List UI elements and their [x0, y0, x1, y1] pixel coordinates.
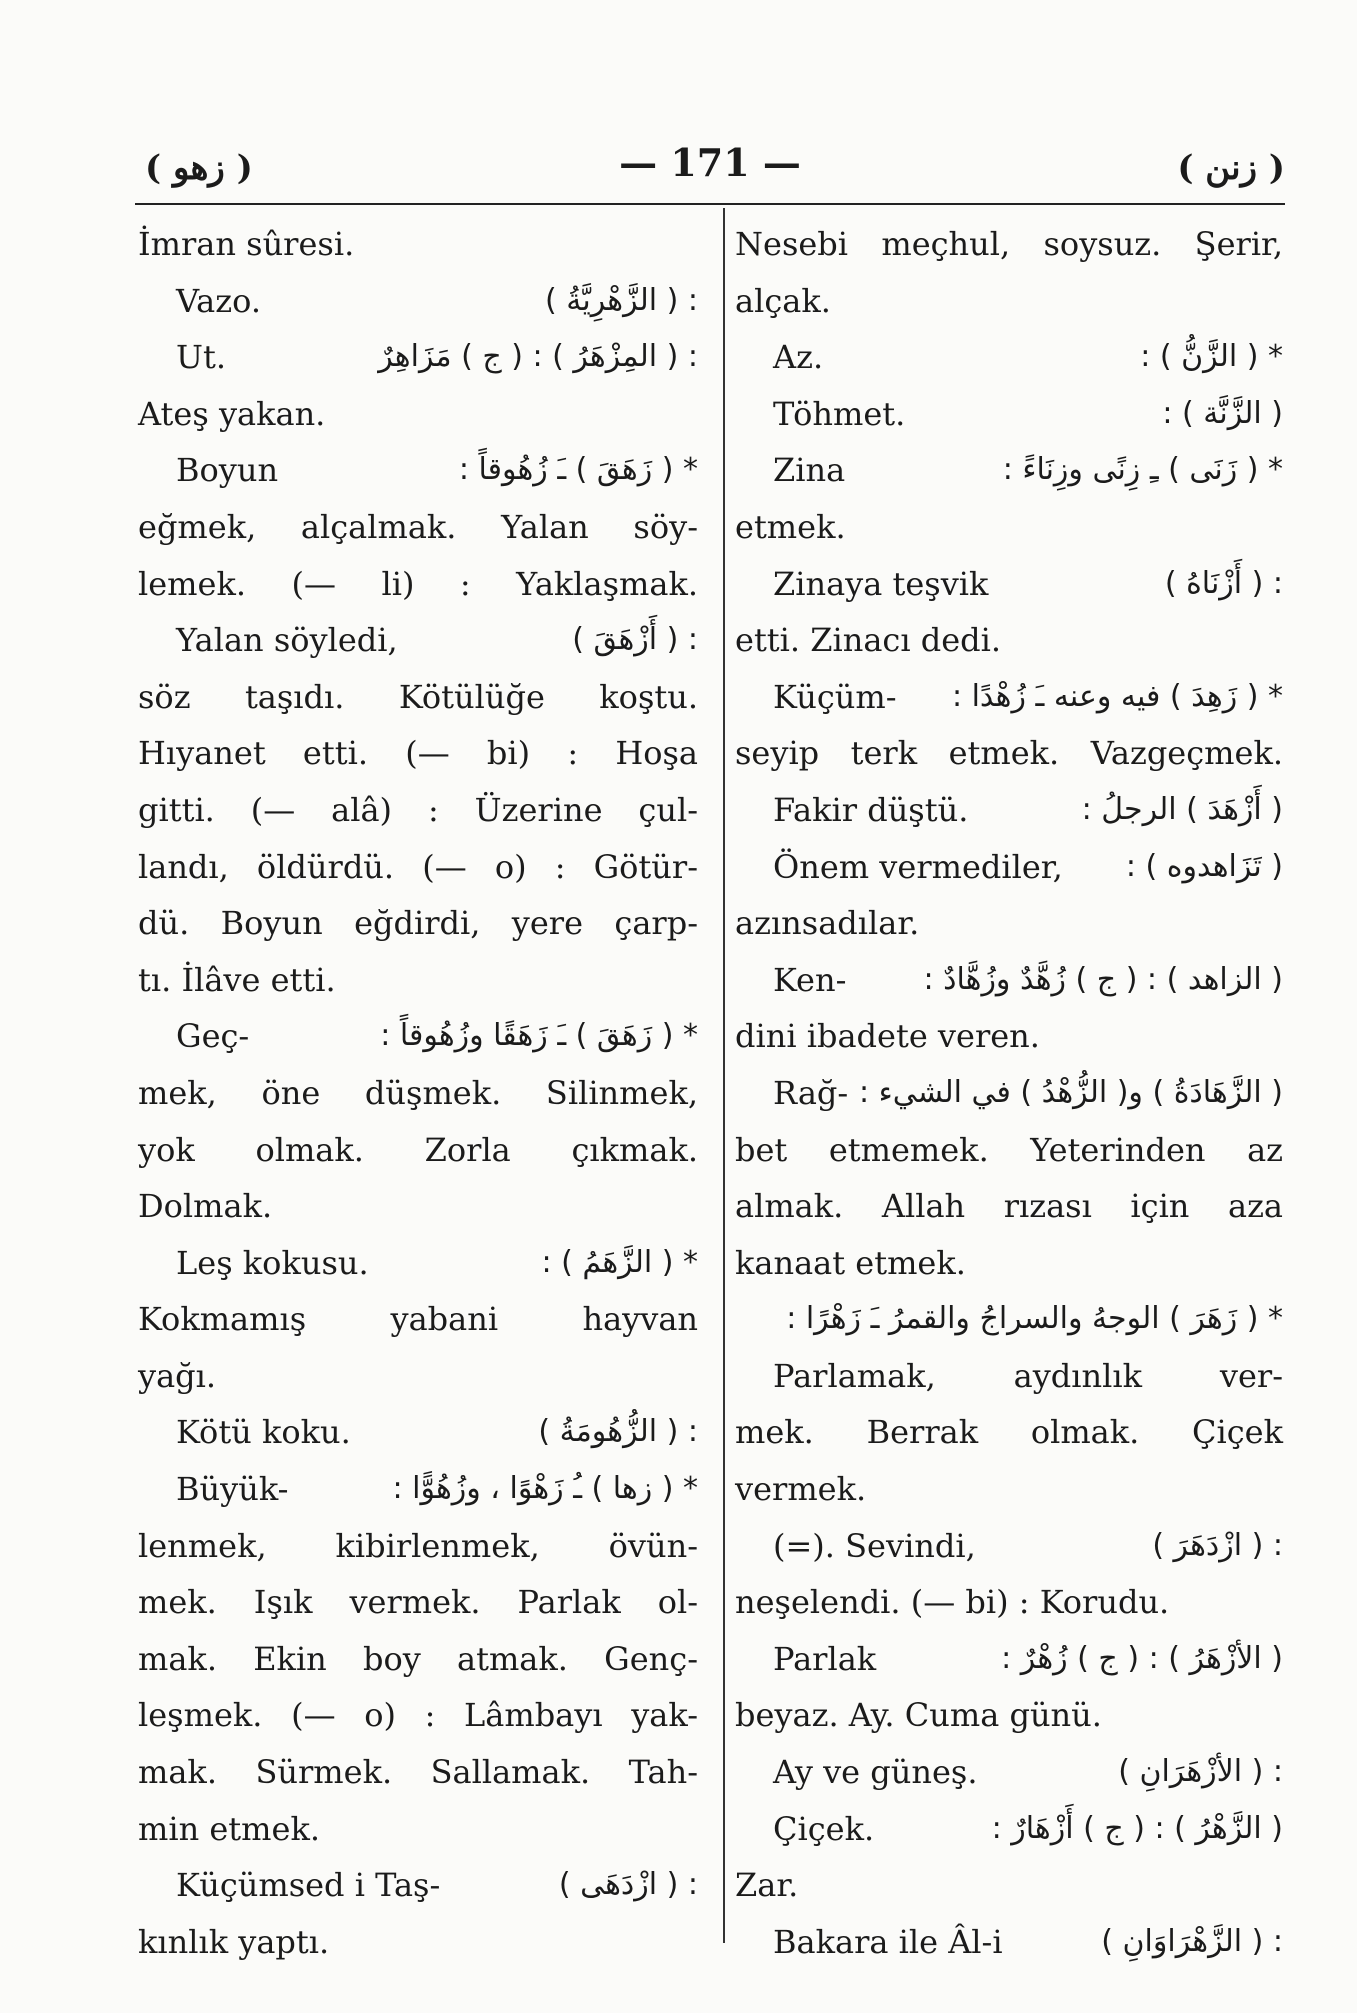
arabic-headword: * ( زَنَى ) ـِ زِنًى وزِنَاءً :	[1002, 452, 1283, 488]
line-text: etmek.	[735, 507, 846, 546]
line-text: Ken-	[773, 960, 847, 999]
arabic-headword: : ( الزُّهُومَةُ )	[538, 1414, 698, 1450]
text-line	[735, 839, 1283, 896]
text-line	[735, 1801, 1283, 1858]
arabic-headword: * ( الزَّنُّ ) :	[1140, 339, 1283, 375]
line-text: seyip terk etmek. Vazgeçmek.	[735, 734, 1283, 773]
line-text: kanaat etmek.	[735, 1243, 966, 1282]
text-line	[138, 669, 698, 726]
arabic-headword: * ( زَهِدَ ) فيه وعنه ـَ زُهْدًا :	[951, 678, 1283, 714]
arabic-headword: ( الزَّهَادَةُ ) و( الزُّهْدُ ) في الشيء :	[858, 1074, 1283, 1110]
arabic-headword: : ( الزَّهْرِيَّةُ )	[545, 282, 698, 318]
text-line	[735, 1122, 1283, 1179]
text-line	[138, 1461, 698, 1518]
text-line	[735, 1857, 1283, 1914]
page-number: — 171 —	[619, 140, 801, 185]
line-text: Zar.	[735, 1866, 799, 1905]
line-text: alçak.	[735, 281, 831, 320]
line-text: Zinaya teşvik	[773, 564, 989, 603]
text-line	[138, 1178, 698, 1235]
text-line	[138, 1744, 698, 1801]
text-line	[735, 669, 1283, 726]
line-text: Bakara ile Âl-i	[773, 1922, 1003, 1961]
arabic-headword: * ( الزَّهَمُ ) :	[541, 1244, 698, 1280]
arabic-headword: ( أَزْهَدَ ) الرجلُ :	[1081, 791, 1283, 827]
text-line	[138, 1122, 698, 1179]
text-line	[138, 329, 698, 386]
text-line	[735, 1687, 1283, 1744]
text-line	[138, 895, 698, 952]
text-line	[138, 216, 698, 273]
text-line	[138, 499, 698, 556]
text-line	[138, 1065, 698, 1122]
arabic-headword: ( الأزْهَرُ ) : ( ج ) زُهْرٌ :	[1001, 1640, 1283, 1676]
line-text: Önem vermediler,	[773, 847, 1063, 886]
text-line	[735, 1914, 1283, 1971]
line-text: bet etmemek. Yeterinden az	[735, 1130, 1283, 1169]
text-line	[735, 556, 1283, 613]
text-line	[735, 1348, 1283, 1405]
text-line	[735, 386, 1283, 443]
line-text: vermek.	[735, 1470, 867, 1509]
text-line	[138, 273, 698, 330]
line-text: kınlık yaptı.	[138, 1922, 330, 1961]
text-line	[735, 273, 1283, 330]
arabic-headword: ( الزَّهْرُ ) : ( ج ) أَزْهَارٌ :	[991, 1810, 1283, 1846]
text-line	[138, 1574, 698, 1631]
text-line	[138, 1518, 698, 1575]
text-line	[138, 952, 698, 1009]
line-text: lemek. (— li) : Yaklaşmak.	[138, 564, 698, 603]
column-divider	[723, 208, 725, 1943]
line-text: (=). Sevindi,	[773, 1526, 976, 1565]
text-line	[735, 952, 1283, 1009]
line-text: tı. İlâve etti.	[138, 960, 336, 999]
page-header	[135, 140, 1285, 200]
line-text: min etmek.	[138, 1809, 320, 1848]
line-text: eğmek, alçalmak. Yalan söy-	[138, 507, 698, 546]
line-text: etti. Zinacı dedi.	[735, 621, 1002, 660]
text-line	[735, 725, 1283, 782]
line-text: Vazo.	[176, 281, 261, 320]
arabic-headword: : ( المِزْهَرُ ) : ( ج ) مَزَاهِرٌ	[378, 339, 698, 375]
arabic-headword: : ( أَزْنَاهُ )	[1164, 565, 1283, 601]
text-line	[735, 1065, 1283, 1122]
text-line	[138, 1857, 698, 1914]
header-right-root: ( زنن )	[1177, 148, 1285, 188]
text-line	[735, 442, 1283, 499]
text-line	[735, 1235, 1283, 1292]
line-text: azınsadılar.	[735, 904, 920, 943]
text-line	[138, 386, 698, 443]
line-text: Kötü koku.	[176, 1413, 351, 1452]
arabic-headword: * ( زَهَقَ ) ـَ زَهَقًا وزُهُوقاً :	[380, 1018, 698, 1054]
text-line	[735, 216, 1283, 273]
line-text: Ay ve güneş.	[773, 1753, 978, 1792]
text-line	[735, 612, 1283, 669]
arabic-headword: : ( الزَّهْرَاوَانِ )	[1101, 1923, 1283, 1959]
text-line	[138, 1404, 698, 1461]
line-text: Parlamak, aydınlık ver-	[773, 1356, 1283, 1395]
text-line	[138, 1687, 698, 1744]
text-line	[138, 1008, 698, 1065]
line-text: söz taşıdı. Kötülüğe koştu.	[138, 677, 698, 716]
right-column	[735, 216, 1283, 1970]
line-text: dü. Boyun eğdirdi, yere çarp-	[138, 904, 698, 943]
arabic-headword: : ( الأزْهَرَانِ )	[1118, 1754, 1283, 1790]
line-text: Zina	[773, 451, 846, 490]
text-line	[735, 1404, 1283, 1461]
left-column	[138, 216, 698, 1970]
text-line	[138, 725, 698, 782]
line-text: Küçüm-	[773, 677, 897, 716]
header-left-root: ( زهو )	[145, 148, 253, 188]
line-text: Hıyanet etti. (— bi) : Hoşa	[138, 734, 698, 773]
text-line	[735, 1518, 1283, 1575]
line-text: mek. Işık vermek. Parlak ol-	[138, 1583, 698, 1622]
line-text: leşmek. (— o) : Lâmbayı yak-	[138, 1696, 698, 1735]
arabic-headword: ( الزَّنَّة ) :	[1162, 395, 1283, 431]
text-line	[138, 1631, 698, 1688]
arabic-headword: : ( ازْدَهَرَ )	[1152, 1527, 1283, 1563]
text-line	[735, 1178, 1283, 1235]
text-line	[138, 556, 698, 613]
line-text: beyaz. Ay. Cuma günü.	[735, 1696, 1102, 1735]
text-line	[735, 1461, 1283, 1518]
line-text: mak. Ekin boy atmak. Genç-	[138, 1639, 698, 1678]
line-text: neşelendi. (— bi) : Korudu.	[735, 1583, 1170, 1622]
line-text: almak. Allah rızası için aza	[735, 1187, 1283, 1226]
text-line	[138, 1801, 698, 1858]
line-text: Az.	[773, 338, 824, 377]
header-rule	[135, 203, 1285, 205]
arabic-headword: : ( أَزْهَقَ )	[572, 622, 698, 658]
line-text: Büyük-	[176, 1470, 289, 1509]
line-text: Leş kokusu.	[176, 1243, 369, 1282]
text-line	[735, 1291, 1283, 1348]
text-line	[138, 1914, 698, 1971]
line-text: Yalan söyledi,	[176, 621, 398, 660]
text-line	[138, 612, 698, 669]
text-line	[735, 1631, 1283, 1688]
text-line	[138, 1348, 698, 1405]
line-text: mek. Berrak olmak. Çiçek	[735, 1413, 1283, 1452]
text-line	[735, 782, 1283, 839]
arabic-headword: : ( ازْدَهَى )	[558, 1867, 698, 1903]
arabic-headword: * ( زَهَقَ ) ـَ زُهُوقاً :	[458, 452, 698, 488]
line-text: Ut.	[176, 338, 226, 377]
line-text: Ateş yakan.	[138, 394, 326, 433]
text-line	[138, 1235, 698, 1292]
line-text: Çiçek.	[773, 1809, 875, 1848]
line-text: dini ibadete veren.	[735, 1017, 1040, 1056]
text-line	[735, 895, 1283, 952]
arabic-headword: ( الزاهد ) : ( ج ) زُهَّدٌ وزُهَّادٌ :	[923, 961, 1283, 997]
line-text: Dolmak.	[138, 1187, 273, 1226]
text-line	[735, 1744, 1283, 1801]
line-text: Küçümsed i Taş-	[176, 1866, 441, 1905]
line-text: yok olmak. Zorla çıkmak.	[138, 1130, 698, 1169]
text-line	[138, 442, 698, 499]
text-line	[735, 1008, 1283, 1065]
line-text: Nesebi meçhul, soysuz. Şerir,	[735, 225, 1283, 263]
line-text: Parlak	[773, 1639, 877, 1678]
arabic-headword: * ( زَهَرَ ) الوجهُ والسراجُ والقمرُ ـَ زَهْرًا :	[786, 1301, 1283, 1337]
line-text: Geç-	[176, 1017, 250, 1056]
arabic-headword: ( تَزَاهدوه ) :	[1125, 848, 1283, 884]
line-text: Kokmamış yabani hayvan	[138, 1300, 698, 1339]
line-text: Fakir düştü.	[773, 790, 969, 829]
line-text: gitti. (— alâ) : Üzerine çul-	[138, 790, 698, 829]
line-text: landı, öldürdü. (— o) : Götür-	[138, 847, 698, 886]
line-text: lenmek, kibirlenmek, övün-	[138, 1526, 698, 1565]
line-text: Boyun	[176, 451, 279, 490]
line-text: Rağ-	[773, 1073, 849, 1112]
text-line	[138, 839, 698, 896]
text-line	[735, 329, 1283, 386]
line-text: mak. Sürmek. Sallamak. Tah-	[138, 1753, 698, 1792]
line-text: mek, öne düşmek. Silinmek,	[138, 1073, 698, 1112]
line-text: yağı.	[138, 1356, 217, 1395]
line-text: İmran sûresi.	[138, 225, 355, 263]
text-line	[735, 1574, 1283, 1631]
text-line	[138, 782, 698, 839]
line-text: Töhmet.	[773, 394, 906, 433]
text-line	[735, 499, 1283, 556]
text-line	[138, 1291, 698, 1348]
arabic-headword: * ( زها ) ـُ زَهْوًا ، وزُهُوًّا :	[392, 1471, 698, 1507]
